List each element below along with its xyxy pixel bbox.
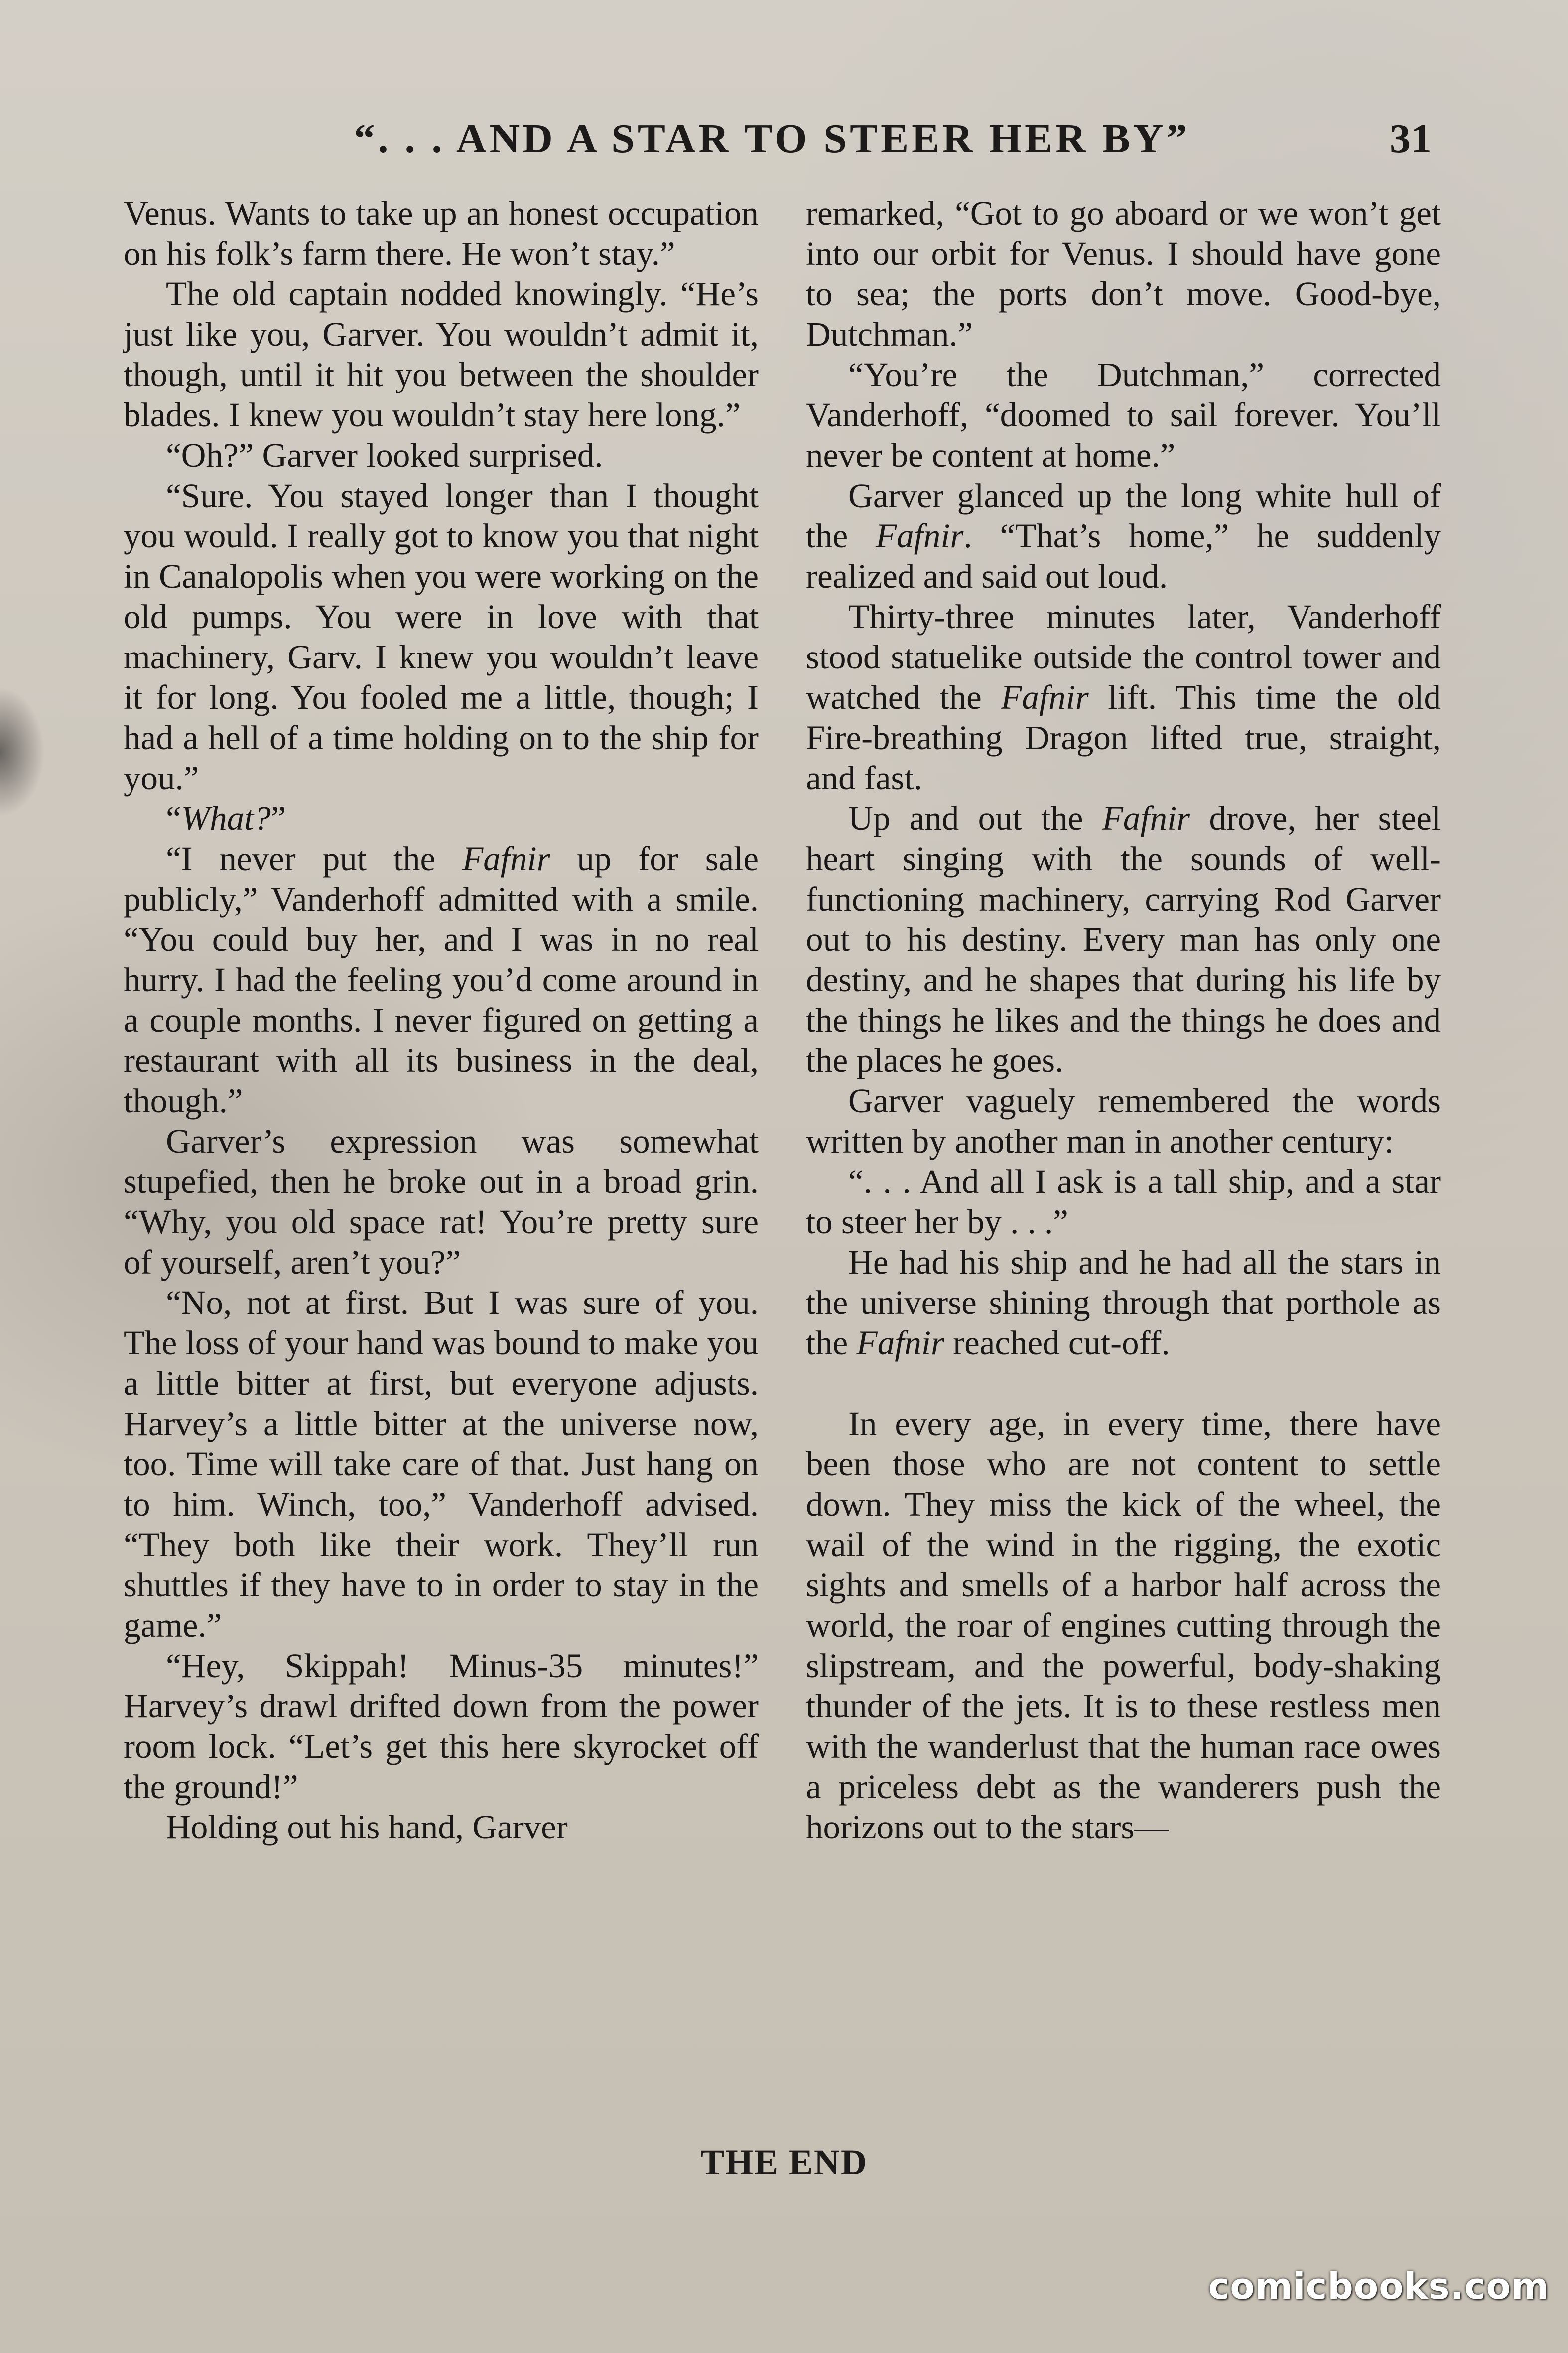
- paragraph: He had his ship and he had all the stars in the universe shining through that porthole as the Fafnir reached cut-off.: [806, 1243, 1441, 1362]
- paragraph: Garver’s expression was somewhat stupefied, then he broke out in a broad grin. “Why, you old space rat! You’re pretty sure of yourself, aren’t you?”: [124, 1122, 759, 1281]
- paragraph: Venus. Wants to take up an honest occupation on his folk’s farm there. He won’t stay.”: [124, 194, 759, 272]
- paragraph: Thirty-three minutes later, Vanderhoff stood statuelike outside the control tower and watched the Fafnir lift. This time the old Fire-breathing Dragon lifted true, straight, and fast.: [806, 598, 1441, 797]
- paragraph: Up and out the Fafnir drove, her steel heart singing with the sounds of well-functioning machinery, carrying Rod Garver out to his destiny. Every man has only one destiny, and he shapes that during his life by the things he likes and the things he does and the places he goes.: [806, 799, 1441, 1079]
- page-edge-shadow: [0, 687, 45, 817]
- paragraph: The old captain nodded knowingly. “He’s just like you, Garver. You wouldn’t admit it, though, until it hit you between the shoulder blades. I knew you wouldn’t stay here long.”: [124, 275, 759, 434]
- paragraph: Garver vaguely remembered the words written by another man in another century:: [806, 1082, 1441, 1160]
- paragraph: In every age, in every time, there have been those who are not content to settle down. They miss the kick of the wheel, the wail of the wind in the rigging, the exotic sights and smells of a harbor half across the world, the roar of engines cutting through the slipstream, and the powerful, body-shaking thunder of the jets. It is to these restless men with the wanderlust that the human race owes a priceless debt as the wanderers push the horizons out to the stars—: [806, 1405, 1441, 1846]
- paragraph: “What?”: [166, 799, 286, 837]
- paragraph: “You’re the Dutchman,” corrected Vanderhoff, “doomed to sail forever. You’ll never be content at home.”: [806, 356, 1441, 474]
- paragraph: “Oh?” Garver looked surprised.: [166, 436, 603, 474]
- paragraph: remarked, “Got to go aboard or we won’t get into our orbit for Venus. I should have gone to sea; the ports don’t move. Good-bye, Dutchman.”: [806, 194, 1441, 353]
- site-watermark: comicbooks.com: [1208, 2265, 1549, 2307]
- the-end-label: THE END: [700, 2142, 868, 2182]
- paragraph: “Hey, Skippah! Minus-35 minutes!” Harvey’s drawl drifted down from the power room lock. “Let’s get this here skyrocket off the ground!”: [124, 1647, 759, 1806]
- text-column-right: [806, 193, 1441, 1847]
- paragraph: “Sure. You stayed longer than I thought you would. I really got to know you that night in Canalopolis when you were working on the old pumps. You were in love with that machinery, Garv. I knew you wouldn’t leave it for long. You fooled me a little, though; I had a hell of a time holding on to the ship for you.”: [124, 477, 759, 797]
- text-column-left: [124, 193, 759, 1847]
- paragraph: “. . . And all I ask is a tall ship, and a star to steer her by . . .”: [806, 1163, 1441, 1241]
- paragraph: “No, not at first. But I was sure of you. The loss of your hand was bound to make you a little bitter at first, but everyone adjusts. Harvey’s a little bitter at the universe now, too. Time will take care of that. Just hang on to him. Winch, too,” Vanderhoff advised. “They both like their work. They’ll run shuttles if they have to in order to stay in the game.”: [124, 1284, 759, 1644]
- running-head-title: “. . . AND A STAR TO STEER HER BY”: [354, 116, 1190, 162]
- paragraph: “I never put the Fafnir up for sale publicly,” Vanderhoff admitted with a smile. “You could buy her, and I was in no real hurry. I had the feeling you’d come around in a couple months. I never figured on getting a restaurant with all its business in the deal, though.”: [124, 840, 759, 1120]
- page-number: 31: [1390, 116, 1432, 162]
- paragraph: Holding out his hand, Garver: [166, 1808, 568, 1846]
- paragraph: Garver glanced up the long white hull of the Fafnir. “That’s home,” he suddenly realized and said out loud.: [806, 477, 1441, 595]
